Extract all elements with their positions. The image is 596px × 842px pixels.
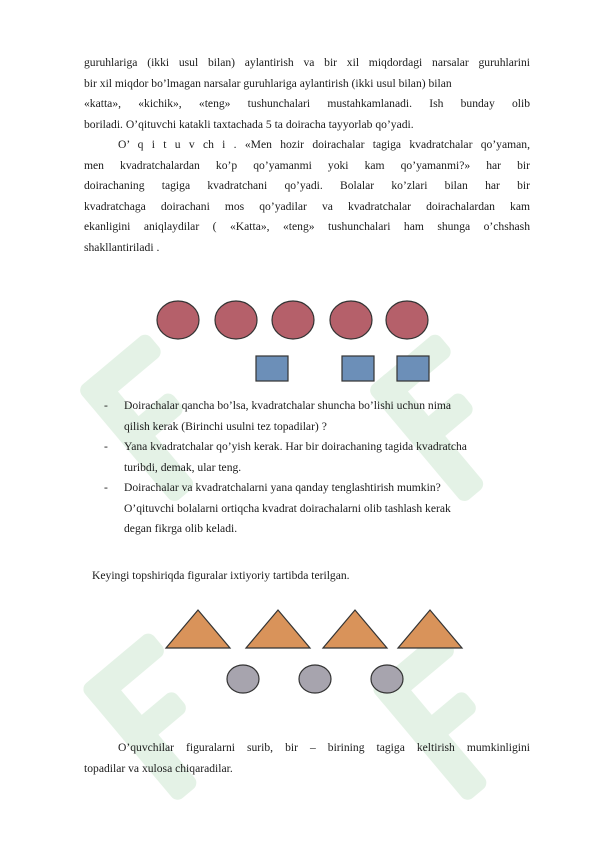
text-line: shakllantiriladi . [84, 240, 160, 254]
text-line: Doirachalar va kvadratchalarni yana qanday tenglashtirish mumkin? [124, 481, 441, 494]
circle-shape [386, 301, 428, 339]
circle-shape [330, 301, 372, 339]
triangle-shape [166, 610, 230, 648]
circles-squares-figure [0, 290, 596, 390]
question-list [100, 396, 550, 540]
square-shape [397, 356, 429, 381]
text-line: degan fikrga olib keladi. [124, 522, 238, 535]
paragraph-conclusion [84, 738, 530, 779]
triangle-shape [246, 610, 310, 648]
text-line: Yana kvadratchalar qo’yish kerak. Har bir doirachaning tagida kvadratcha [124, 440, 467, 453]
paragraph-teacher [84, 135, 530, 258]
circle-shape [272, 301, 314, 339]
circle-shape [299, 665, 331, 693]
list-marker: - [104, 399, 108, 412]
list-marker: - [104, 440, 108, 453]
text-line: O’ q i t u v ch i . «Men hozir doirachalar tagiga kvadratchalar qo’yaman, [118, 138, 530, 151]
circle-shape [227, 665, 259, 693]
text-line: Doirachalar qancha bo’lsa, kvadratchalar shuncha bo’lishi uchun nima [124, 399, 452, 412]
text-line: bir xil miqdor bo’lmagan narsalar guruhlariga aylantirish (ikki usul bilan) bilan [84, 76, 452, 90]
list-item [100, 437, 550, 478]
text-line: O’qituvchi bolalarni ortiqcha kvadrat doirachalarni olib tashlash kerak [124, 501, 451, 515]
text-line: guruhlariga (ikki usul bilan) aylantirish va bir xil miqdordagi narsalar guruhlarini [84, 56, 530, 69]
triangle-shape [323, 610, 387, 648]
list-item [100, 478, 550, 540]
list-marker: - [104, 481, 108, 494]
triangle-shape [398, 610, 462, 648]
paragraph-next-task [92, 566, 538, 587]
text-line: kvadratchaga doirachani mos qo’yadilar va kvadratchalar doirachalardan kam [84, 199, 530, 213]
text-line: topadilar va xulosa chiqaradilar. [84, 761, 233, 775]
text-line: boriladi. O’qituvchi katakli taxtachada 5 ta doiracha tayyorlab qo’yadi. [84, 117, 414, 131]
paragraph-intro [84, 53, 530, 135]
circle-shape [371, 665, 403, 693]
triangles-circles-figure [0, 600, 596, 705]
text-line: «katta», «kichik», «teng» tushunchalari mustahkamlanadi. Ish bunday olib [84, 97, 530, 110]
text-line: turibdi, demak, ular teng. [124, 460, 242, 474]
square-shape [256, 356, 288, 381]
text-line: doirachaning tagiga kvadratchani qo’yadi. Bolalar ko’zlari bilan har bir [84, 179, 530, 192]
circle-shape [157, 301, 199, 339]
text-line: ekanligini aniqlaydilar ( «Katta», «teng» tushunchalari ham shunga o’chshash [84, 220, 530, 233]
text-line: Keyingi topshiriqda figuralar ixtiyoriy tartibda terilgan. [92, 569, 350, 582]
list-item [100, 396, 550, 437]
text-line: men kvadratchalardan ko’p qo’yamanmi yoki kam qo’yamanmi?» har bir [84, 158, 530, 172]
circle-shape [215, 301, 257, 339]
text-line: O’quvchilar figuralarni surib, bir – birining tagiga keltirish mumkinligini [118, 741, 530, 754]
text-line: qilish kerak (Birinchi usulni tez topadilar) ? [124, 419, 327, 433]
square-shape [342, 356, 374, 381]
